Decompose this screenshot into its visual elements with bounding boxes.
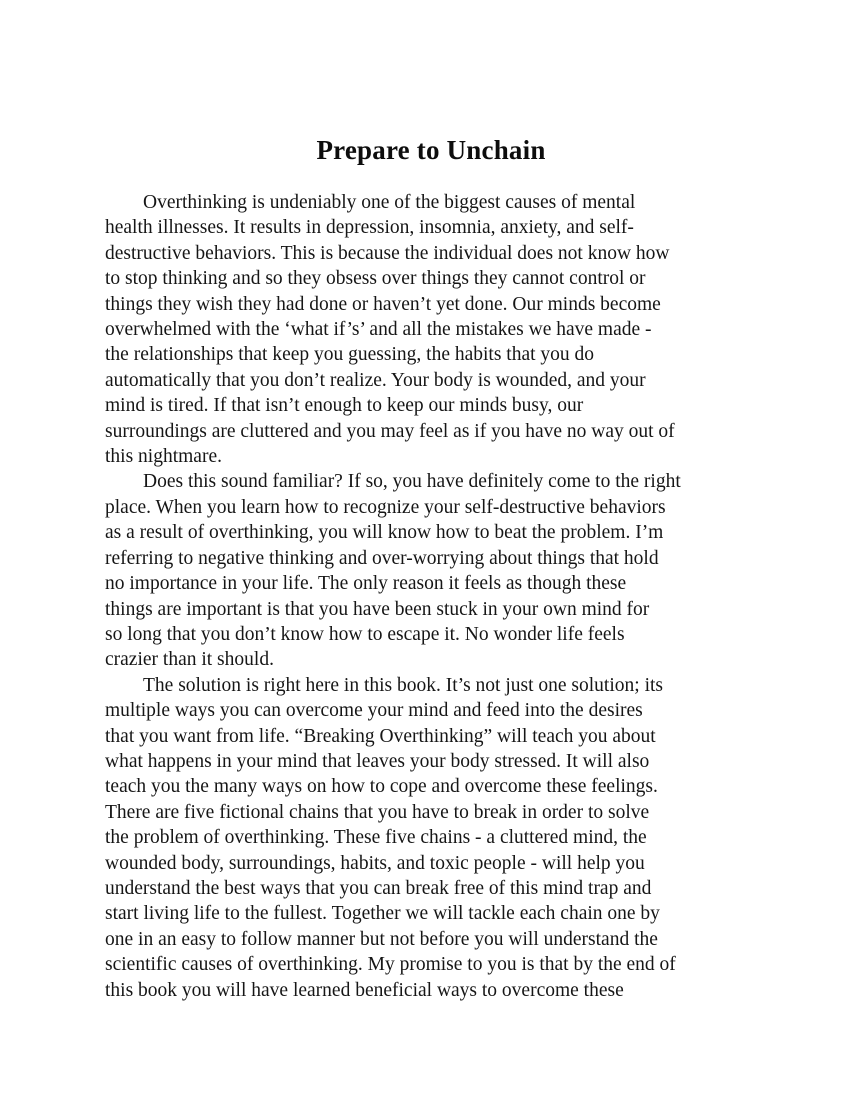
document-body (0, 190, 862, 1003)
text-line: crazier than it should. (105, 649, 274, 671)
text-line: the problem of overthinking. These five chains - a cluttered mind, the (105, 827, 647, 849)
text-line: things are important is that you have been stuck in your own mind for (105, 598, 650, 620)
text-line: things they wish they had done or haven’t yet done. Our minds become (105, 293, 661, 315)
paragraph (105, 190, 764, 469)
text-line: surroundings are cluttered and you may feel as if you have no way out of (105, 420, 675, 442)
text-line: multiple ways you can overcome your mind and feed into the desires (105, 700, 643, 722)
text-line: to stop thinking and so they obsess over things they cannot control or (105, 268, 646, 290)
paragraph (105, 673, 764, 1003)
text-line: this nightmare. (105, 446, 222, 468)
text-line: the relationships that keep you guessing, the habits that you do (105, 344, 595, 366)
paragraph (105, 469, 764, 672)
page-title: Prepare to Unchain (316, 135, 546, 165)
text-line: health illnesses. It results in depression, insomnia, anxiety, and self- (105, 217, 634, 239)
text-line: this book you will have learned beneficial ways to overcome these (105, 979, 624, 1001)
text-line: no importance in your life. The only reason it feels as though these (105, 573, 627, 595)
text-line: one in an easy to follow manner but not before you will understand the (105, 928, 658, 950)
text-line: Does this sound familiar? If so, you have definitely come to the right (143, 471, 681, 493)
text-line: understand the best ways that you can break free of this mind trap and (105, 877, 652, 899)
text-line: start living life to the fullest. Together we will tackle each chain one by (105, 903, 660, 925)
text-line: mind is tired. If that isn’t enough to keep our minds busy, our (105, 395, 584, 417)
text-line: destructive behaviors. This is because the individual does not know how (105, 242, 670, 264)
text-line: wounded body, surroundings, habits, and toxic people - will help you (105, 852, 645, 874)
text-line: overwhelmed with the ‘what if’s’ and all the mistakes we have made - (105, 319, 652, 341)
text-line: referring to negative thinking and over-worrying about things that hold (105, 547, 659, 569)
text-line: so long that you don’t know how to escape it. No wonder life feels (105, 623, 625, 645)
text-line: what happens in your mind that leaves your body stressed. It will also (105, 750, 650, 772)
text-line: as a result of overthinking, you will know how to beat the problem. I’m (105, 522, 664, 544)
text-line: scientific causes of overthinking. My promise to you is that by the end of (105, 954, 676, 976)
text-line: teach you the many ways on how to cope and overcome these feelings. (105, 776, 658, 798)
text-line: place. When you learn how to recognize your self-destructive behaviors (105, 496, 666, 518)
text-line: automatically that you don’t realize. Your body is wounded, and your (105, 369, 646, 391)
text-line: There are five fictional chains that you have to break in order to solve (105, 801, 650, 823)
text-line: Overthinking is undeniably one of the biggest causes of mental (143, 192, 636, 213)
text-line: that you want from life. “Breaking Overthinking” will teach you about (105, 725, 656, 747)
text-line: The solution is right here in this book. It’s not just one solution; its (143, 674, 663, 696)
